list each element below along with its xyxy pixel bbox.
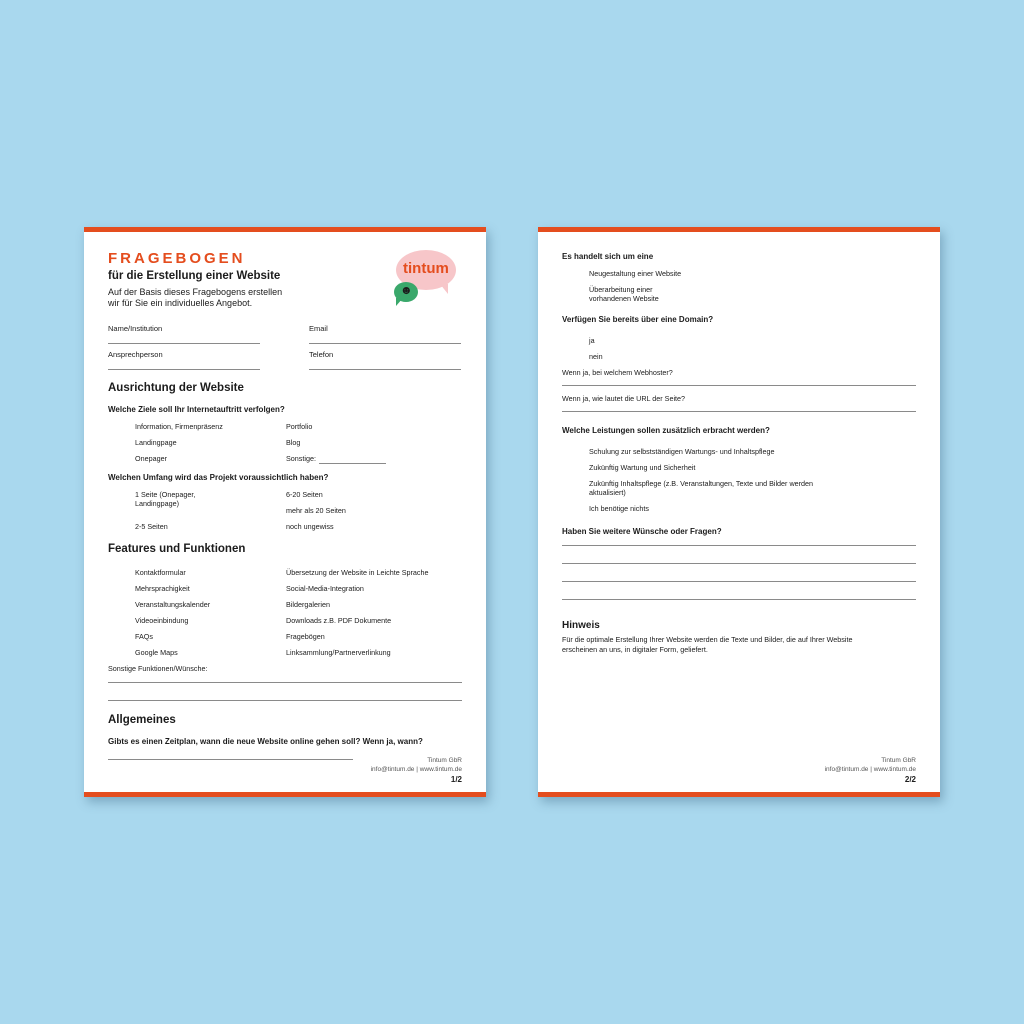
- wishes-field-3[interactable]: [562, 581, 916, 582]
- feature-option[interactable]: Linksammlung/Partnerverlinkung: [286, 648, 391, 657]
- contact-person-label: Ansprechperson: [108, 350, 163, 359]
- smiley-icon: ☻: [400, 283, 413, 297]
- questionnaire-page-1: [84, 227, 486, 797]
- option-blog[interactable]: Blog: [286, 438, 301, 447]
- section-heading-general: Allgemeines: [108, 714, 176, 726]
- option-revision[interactable]: Überarbeitung einer: [589, 285, 653, 294]
- option-undecided[interactable]: noch ungewiss: [286, 522, 334, 531]
- option-one-page[interactable]: 1 Seite (Onepager,: [135, 490, 196, 499]
- option-information[interactable]: Information, Firmenpräsenz: [135, 422, 223, 431]
- questionnaire-page-2: [538, 227, 940, 797]
- question-wishes: Haben Sie weitere Wünsche oder Fragen?: [562, 527, 722, 536]
- question-goals: Welche Ziele soll Ihr Internetauftritt verfolgen?: [108, 405, 285, 414]
- feature-option[interactable]: Google Maps: [135, 648, 178, 657]
- footer-company: Tintum GbR: [427, 757, 462, 764]
- feature-option[interactable]: Fragebögen: [286, 632, 325, 641]
- note-heading: Hinweis: [562, 620, 600, 631]
- other-goal-field[interactable]: [319, 463, 386, 464]
- feature-option[interactable]: FAQs: [135, 632, 153, 641]
- page-subtitle: für die Erstellung einer Website: [108, 270, 281, 282]
- intro-line-1: Auf der Basis dieses Fragebogens erstellen: [108, 287, 283, 297]
- section-heading-alignment: Ausrichtung der Website: [108, 382, 244, 394]
- page-title: FRAGEBOGEN: [108, 250, 246, 267]
- feature-option[interactable]: Downloads z.B. PDF Dokumente: [286, 616, 392, 625]
- contact-person-field[interactable]: [108, 369, 260, 370]
- option-more-than-20[interactable]: mehr als 20 Seiten: [286, 506, 346, 515]
- option-content-care-cont: aktualisiert): [589, 488, 626, 497]
- url-field[interactable]: [562, 411, 916, 412]
- name-institution-label: Name/Institution: [108, 324, 163, 333]
- other-features-field-1[interactable]: [108, 682, 462, 683]
- wishes-field-1[interactable]: [562, 545, 916, 546]
- footer-company: Tintum GbR: [881, 757, 916, 764]
- note-line-1: Für die optimale Erstellung Ihrer Website werden die Texte und Bilder, die auf Ihrer Website: [562, 635, 853, 644]
- feature-option[interactable]: Mehrsprachigkeit: [135, 584, 190, 593]
- question-domain: Verfügen Sie bereits über eine Domain?: [562, 315, 714, 324]
- other-features-field-2[interactable]: [108, 700, 462, 701]
- note-line-2: erscheinen an uns, in digitaler Form, geliefert.: [562, 645, 708, 654]
- url-label: Wenn ja, wie lautet die URL der Seite?: [562, 394, 686, 403]
- footer-contact: info@tintum.de | www.tintum.de: [370, 766, 462, 773]
- question-timeline: Gibts es einen Zeitplan, wann die neue Website online gehen soll? Wenn ja, wann?: [108, 737, 423, 746]
- option-2-5-pages[interactable]: 2-5 Seiten: [135, 522, 168, 531]
- question-services: Welche Leistungen sollen zusätzlich erbracht werden?: [562, 426, 770, 435]
- option-other[interactable]: Sonstige:: [286, 454, 316, 463]
- question-project-type: Es handelt sich um eine: [562, 252, 654, 261]
- option-onepager[interactable]: Onepager: [135, 454, 167, 463]
- phone-label: Telefon: [309, 350, 334, 359]
- page-number: 2/2: [904, 775, 916, 784]
- option-one-page-cont: Landingpage): [135, 499, 179, 508]
- email-label: Email: [309, 324, 328, 333]
- intro-line-2: wir für Sie ein individuelles Angebot.: [108, 298, 253, 308]
- wishes-field-2[interactable]: [562, 563, 916, 564]
- option-no[interactable]: nein: [589, 352, 603, 361]
- section-heading-features: Features und Funktionen: [108, 543, 246, 555]
- tintum-logo: [392, 250, 462, 310]
- option-yes[interactable]: ja: [589, 336, 595, 345]
- feature-option[interactable]: Bildergalerien: [286, 600, 330, 609]
- logo-text: tintum: [403, 260, 449, 277]
- feature-option[interactable]: Videoeinbindung: [135, 616, 189, 625]
- webhoster-label: Wenn ja, bei welchem Webhoster?: [562, 368, 673, 377]
- option-revision-cont: vorhandenen Website: [589, 294, 659, 303]
- wishes-field-4[interactable]: [562, 599, 916, 600]
- phone-field[interactable]: [309, 369, 461, 370]
- option-training[interactable]: Schulung zur selbstständigen Wartungs- und Inhaltspflege: [589, 447, 775, 456]
- feature-option[interactable]: Social-Media-Integration: [286, 584, 364, 593]
- option-redesign[interactable]: Neugestaltung einer Website: [589, 269, 682, 278]
- feature-option[interactable]: Kontaktformular: [135, 568, 186, 577]
- email-field[interactable]: [309, 343, 461, 344]
- question-scope: Welchen Umfang wird das Projekt voraussichtlich haben?: [108, 473, 329, 482]
- option-maintenance[interactable]: Zukünftig Wartung und Sicherheit: [589, 463, 696, 472]
- footer-contact: info@tintum.de | www.tintum.de: [824, 766, 916, 773]
- option-6-20-pages[interactable]: 6-20 Seiten: [286, 490, 323, 499]
- other-features-label: Sonstige Funktionen/Wünsche:: [108, 664, 208, 673]
- feature-option[interactable]: Veranstaltungskalender: [135, 600, 211, 609]
- timeline-field[interactable]: [108, 759, 353, 760]
- webhoster-field[interactable]: [562, 385, 916, 386]
- option-content-care[interactable]: Zukünftig Inhaltspflege (z.B. Veranstaltungen, Texte und Bilder werden: [589, 479, 814, 488]
- option-nothing[interactable]: Ich benötige nichts: [589, 504, 649, 513]
- option-portfolio[interactable]: Portfolio: [286, 422, 313, 431]
- page-number: 1/2: [450, 775, 462, 784]
- feature-option[interactable]: Übersetzung der Website in Leichte Sprache: [286, 568, 429, 577]
- name-institution-field[interactable]: [108, 343, 260, 344]
- option-landingpage[interactable]: Landingpage: [135, 438, 177, 447]
